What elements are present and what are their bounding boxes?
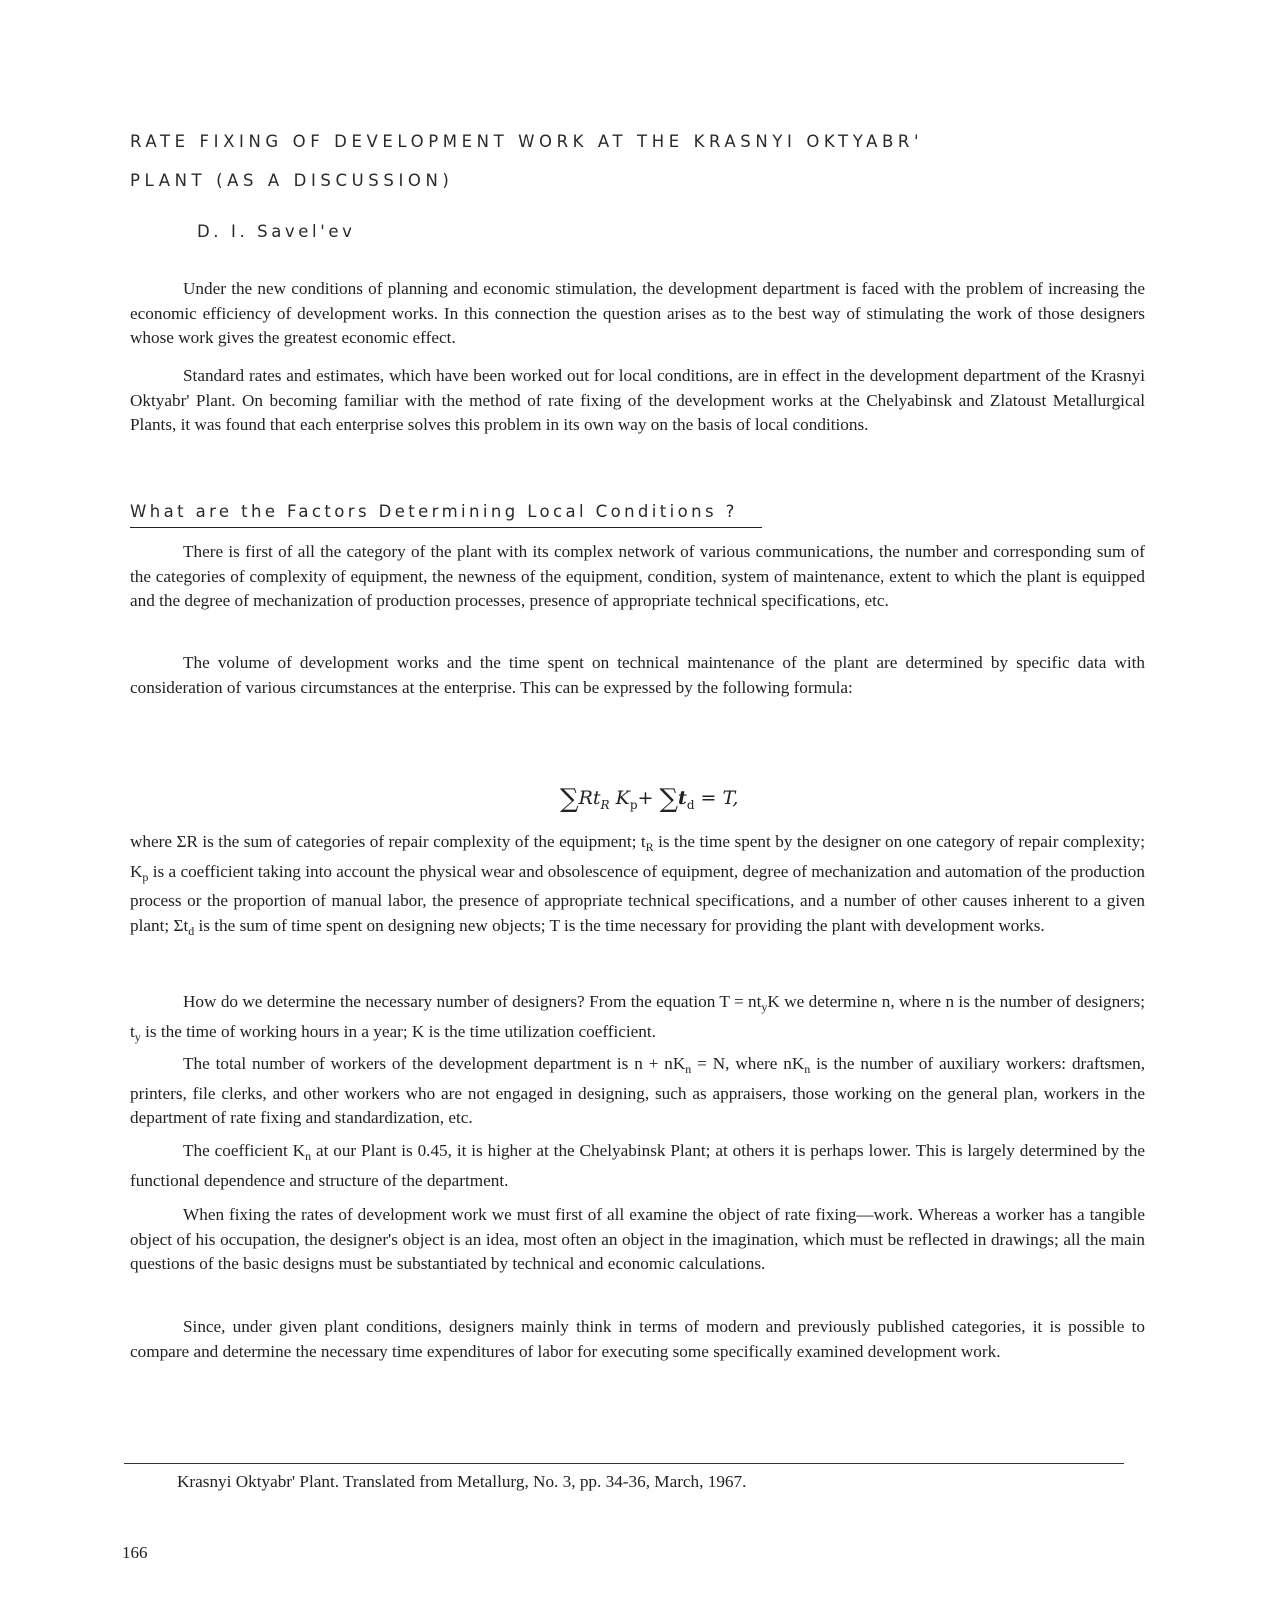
formula-t-sub: d bbox=[686, 797, 695, 812]
paragraph-5-sub-a: R bbox=[645, 840, 654, 854]
paragraph-8-text-b: at our Plant is 0.45, it is higher at the Chelyabinsk Plant; at others it is perhaps lower. This is largely determined by the functional dependence and structure of the department. bbox=[130, 1141, 1145, 1190]
paragraph-2: Standard rates and estimates, which have been worked out for local conditions, are in effect in the development department of the Krasnyi Oktyabr' Plant. On becoming familiar with the method of rate fixing of the development works at the Chelyabinsk and Zlatoust Metallurgical Plants, it was found that each enterprise solves this problem in its own way on the basis of local conditions. bbox=[130, 366, 1145, 435]
paragraph-3: There is first of all the category of the plant with its complex network of various communications, the number and corresponding sum of the categories of complexity of equipment, the newness of the equipment, condition, system of maintenance, extent to which the plant is equipped and the degree of mechanization of production processes, presence of appropriate technical specifications, etc. bbox=[130, 542, 1145, 611]
formula-rt: Rt bbox=[578, 787, 601, 809]
paragraph-8-text-a: The coefficient K bbox=[183, 1141, 306, 1160]
paragraph-9: When fixing the rates of development work we must first of all examine the object of rate fixing—work. Whereas a worker has a tangible object of his occupation, the designer's object is an idea, most often an object in the imagination, which must be reflected in drawings; all the main questions of the basic designs must be substantiated by technical and economic calculations. bbox=[130, 1205, 1145, 1274]
paragraph-6 bbox=[130, 990, 1145, 1049]
paragraph-7-text-a: The total number of workers of the development department is n + nK bbox=[183, 1054, 686, 1073]
formula-rhs: T, bbox=[722, 787, 739, 809]
paragraph-4: The volume of development works and the time spent on technical maintenance of the plant are determined by specific data with consideration of various circumstances at the enterprise. This can be expressed by the following formula: bbox=[130, 653, 1145, 697]
paragraph-8-sub-a: n bbox=[305, 1149, 312, 1163]
paragraph-6-sub-b: y bbox=[134, 1029, 141, 1044]
paragraph-5-text-a: where ΣR is the sum of categories of repair complexity of the equipment; t bbox=[130, 832, 646, 851]
section-heading: What are the Factors Determining Local Conditions ? bbox=[130, 502, 762, 528]
formula-equals: = bbox=[700, 787, 717, 809]
paragraph-5-text-b: is the time spent by the designer on one category of repair complexity; K bbox=[130, 832, 1145, 881]
page-number: 166 bbox=[122, 1543, 148, 1562]
paragraph-5-text-c: is a coefficient taking into account the physical wear and obsolescence of equipment, degree of mechanization and automation of the production process or the proportion of manual labor, the presence of appropriate technical specifications, and a number of other causes inherent to a given plant; Σt bbox=[130, 861, 1145, 935]
formula-sum-2: ∑ bbox=[659, 784, 679, 814]
paragraph-7-sub-a: n bbox=[685, 1062, 692, 1076]
paragraph-6-text-a: How do we determine the necessary number of designers? From the equation T = nt bbox=[183, 992, 762, 1011]
article-author: D. I. Savel'ev bbox=[197, 222, 356, 241]
paragraph-10: Since, under given plant conditions, designers mainly think in terms of modern and previously published categories, it is possible to compare and determine the necessary time expenditures of labor for executing some specifically examined development work. bbox=[130, 1317, 1145, 1361]
paragraph-5-sub-c: d bbox=[188, 923, 195, 938]
formula-sum-1: ∑ bbox=[560, 784, 579, 814]
paragraph-6-text-b: K we determine n, where n is the number of designers; t bbox=[130, 992, 1145, 1041]
paragraph-7-text-b: = N, where nK bbox=[691, 1054, 805, 1073]
paragraph-7 bbox=[130, 1052, 1145, 1131]
paragraph-7-text-c: is the number of auxiliary workers: draftsmen, printers, file clerks, and other workers who are not engaged in designing, such as appraisers, those working on the general plan, workers in the department of rate fixing and standardization, etc. bbox=[130, 1054, 1145, 1128]
footnote: Krasnyi Oktyabr' Plant. Translated from Metallurg, No. 3, pp. 34-36, March, 1967. bbox=[177, 1472, 747, 1491]
formula-plus: + bbox=[637, 787, 654, 809]
formula-k: K bbox=[615, 787, 630, 809]
footnote-divider bbox=[124, 1463, 1124, 1464]
paragraph-6-sub-a: y bbox=[761, 1000, 768, 1014]
paragraph-6-text-c: is the time of working hours in a year; K is the time utilization coefficient. bbox=[140, 1021, 656, 1041]
paragraph-5 bbox=[130, 830, 1145, 943]
formula-k-sub: p bbox=[629, 797, 638, 812]
paragraph-5-text-d: is the sum of time spent on designing new objects; T is the time necessary for providing the plant with development works. bbox=[194, 915, 1045, 935]
formula-t: t bbox=[678, 787, 687, 809]
paragraph-8 bbox=[130, 1139, 1145, 1193]
article-title-line-2: PLANT (AS A DISCUSSION) bbox=[130, 171, 454, 190]
paragraph-5-sub-b: p bbox=[142, 869, 149, 884]
article-title-line-1: RATE FIXING OF DEVELOPMENT WORK AT THE KRASNYI OKTYABR' bbox=[130, 132, 924, 151]
formula-rt-sub: R bbox=[600, 797, 610, 812]
paragraph-7-sub-b: n bbox=[804, 1062, 811, 1076]
formula bbox=[560, 784, 738, 814]
paragraph-1: Under the new conditions of planning and economic stimulation, the development department is faced with the problem of increasing the economic efficiency of development works. In this connection the question arises as to the best way of stimulating the work of those designers whose work gives the greatest economic effect. bbox=[130, 279, 1145, 348]
